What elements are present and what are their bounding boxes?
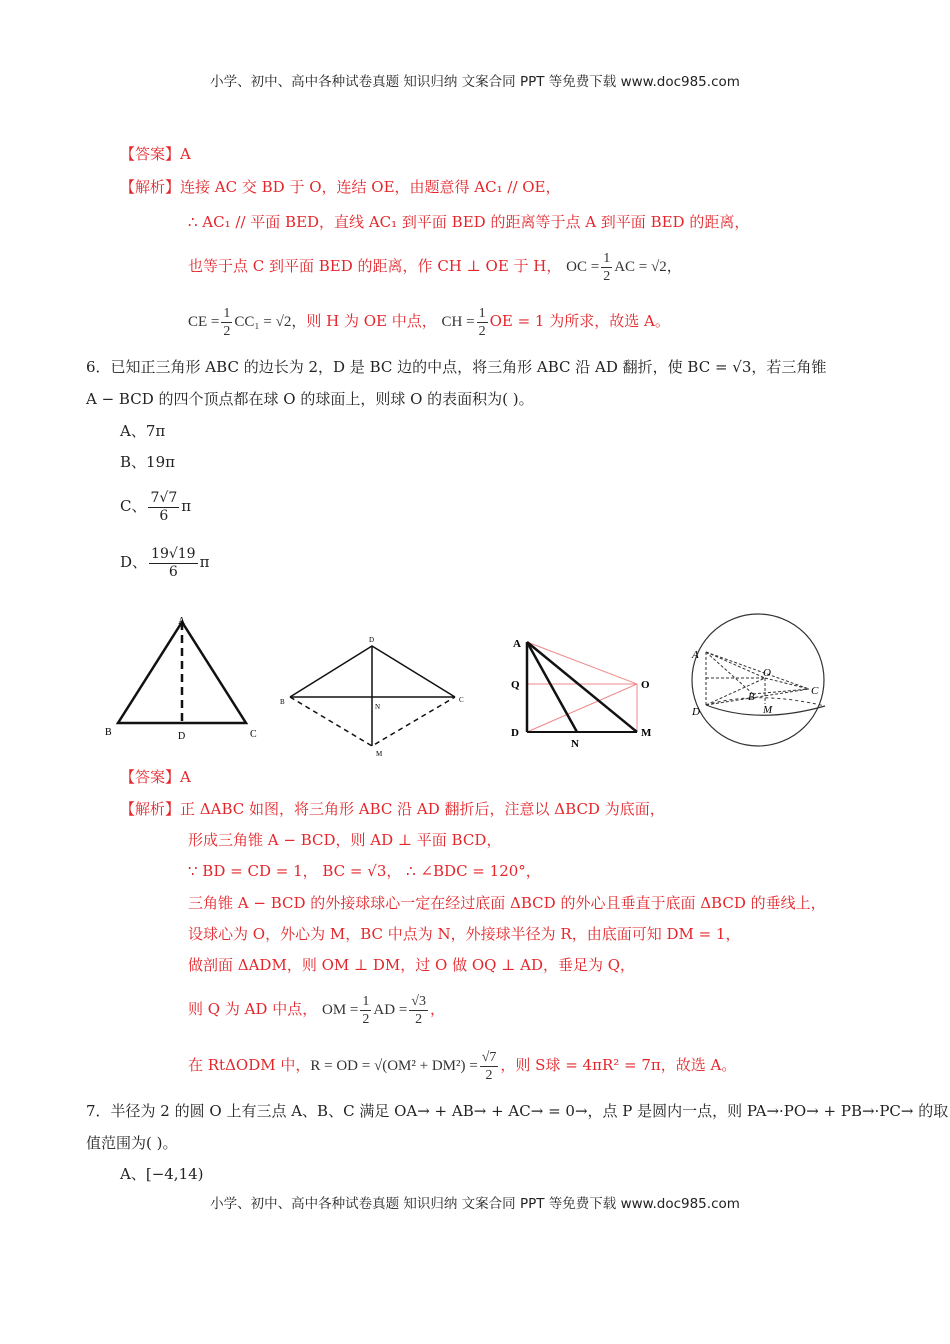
q5-analysis-line3 bbox=[188, 248, 682, 285]
label-a: A bbox=[513, 638, 521, 650]
q6-analysis-line7 bbox=[188, 990, 445, 1029]
denominator: 2 bbox=[223, 323, 231, 339]
q6-analysis-line4: 三角锥 A − BCD 的外接球球心一定在经过底面 ΔBCD 的外心且垂直于底面 ΔBCD 的垂线上， bbox=[188, 894, 826, 912]
label-c: C bbox=[250, 729, 257, 740]
q6-analysis-line6: 做剖面 ΔADM，则 OM ⊥ DM，过 O 做 OQ ⊥ AD，垂足为 Q， bbox=[188, 956, 636, 974]
math: CE = bbox=[188, 314, 220, 330]
text: 连接 AC 交 BD 于 O，连结 OE，由题意得 AC₁ // OE， bbox=[180, 178, 561, 196]
math: R = OD = √(OM² + DM²) = bbox=[310, 1058, 478, 1074]
fraction bbox=[221, 305, 232, 340]
label-d: D bbox=[692, 706, 700, 718]
option-label: A、 bbox=[120, 1165, 146, 1183]
q6-analysis-line2: 形成三角锥 A − BCD，则 AD ⊥ 平面 BCD， bbox=[188, 831, 502, 849]
answer-tag: 【答案】 bbox=[120, 145, 181, 163]
q6-stem-line2: A − BCD 的四个顶点都在球 O 的球面上，则球 O 的表面积为( )。 bbox=[86, 390, 534, 408]
denominator: 2 bbox=[478, 323, 486, 339]
label-m: M bbox=[376, 750, 383, 758]
analysis-tag: 【解析】 bbox=[120, 178, 181, 196]
figure-section-adm bbox=[505, 630, 665, 750]
q6-option-a bbox=[120, 421, 165, 441]
pi: π bbox=[181, 497, 192, 515]
option-label: B、 bbox=[120, 453, 147, 471]
text: 则 Q 为 AD 中点， bbox=[188, 1000, 318, 1018]
numerator: 1 bbox=[223, 305, 231, 321]
option-label: C、 bbox=[120, 497, 147, 515]
figure-equilateral-triangle bbox=[100, 610, 270, 745]
math: AC = √2， bbox=[614, 259, 682, 275]
math: AD = bbox=[373, 1002, 408, 1018]
answer-value: A bbox=[180, 145, 191, 163]
text: ， bbox=[429, 1000, 445, 1018]
label-d: D bbox=[178, 731, 186, 742]
label-c: C bbox=[459, 696, 464, 704]
q6-option-b bbox=[120, 452, 175, 472]
option-label: D、 bbox=[120, 553, 148, 571]
math: OC = bbox=[566, 259, 600, 275]
q5-analysis-line1 bbox=[120, 177, 561, 197]
answer-value: A bbox=[180, 768, 191, 786]
math: CC₁ = √2， bbox=[234, 314, 307, 330]
page-footer: 小学、初中、高中各种试卷真题 知识归纳 文案合同 PPT 等免费下载 www.doc985.com bbox=[210, 1196, 740, 1212]
q6-option-d bbox=[120, 542, 209, 582]
text: 在 RtΔODM 中， bbox=[188, 1056, 311, 1074]
page-header: 小学、初中、高中各种试卷真题 知识归纳 文案合同 PPT 等免费下载 www.doc985.com bbox=[210, 74, 740, 90]
q6-answer bbox=[120, 767, 191, 787]
denominator: 2 bbox=[415, 1011, 423, 1027]
numerator: 1 bbox=[603, 250, 611, 266]
fraction bbox=[360, 993, 371, 1028]
math: CH = bbox=[441, 314, 475, 330]
q6-option-c bbox=[120, 486, 191, 526]
text: ，则 S球 = 4πR² = 7π，故选 A。 bbox=[500, 1056, 737, 1074]
denominator: 6 bbox=[168, 563, 178, 580]
option-value: [−4,14) bbox=[145, 1165, 204, 1183]
text: OE = 1 为所求，故选 A。 bbox=[489, 312, 670, 330]
q5-analysis-line4 bbox=[188, 303, 670, 340]
q7-option-a bbox=[120, 1164, 204, 1184]
denominator: 2 bbox=[485, 1067, 493, 1083]
numerator: 1 bbox=[478, 305, 486, 321]
label-q: Q bbox=[511, 679, 520, 691]
label-n: N bbox=[375, 703, 381, 711]
fraction bbox=[149, 546, 198, 581]
label-b: B bbox=[280, 698, 285, 706]
option-value: 7π bbox=[145, 422, 166, 440]
label-a: A bbox=[692, 649, 699, 661]
math: OM = bbox=[322, 1002, 359, 1018]
figure-circumscribed-sphere bbox=[685, 610, 835, 750]
denominator: 2 bbox=[603, 268, 611, 284]
numerator: 7√7 bbox=[150, 489, 178, 506]
label-a: A bbox=[178, 616, 186, 627]
text: 正 ΔABC 如图，将三角形 ABC 沿 AD 翻折后，注意以 ΔBCD 为底面， bbox=[180, 800, 665, 818]
fraction bbox=[148, 490, 179, 525]
q5-answer bbox=[120, 144, 191, 164]
q7-stem-line1: 7．半径为 2 的圆 O 上有三点 A、B、C 满足 OA→ + AB→ + AC→ = 0→，点 P 是圆内一点，则 PA→·PO→ + PB→·PC→ 的取 bbox=[86, 1102, 949, 1120]
numerator: √3 bbox=[411, 993, 426, 1009]
label-n: N bbox=[571, 738, 579, 750]
numerator: 1 bbox=[362, 993, 370, 1009]
q6-analysis-line3: ∵ BD = CD = 1， BC = √3， ∴ ∠BDC = 120°， bbox=[188, 862, 541, 880]
fraction bbox=[409, 993, 428, 1028]
fraction bbox=[477, 305, 488, 340]
numerator: √7 bbox=[481, 1049, 497, 1065]
option-label: A、 bbox=[120, 422, 146, 440]
label-d: D bbox=[511, 727, 519, 739]
numerator: 19√19 bbox=[151, 545, 196, 562]
text: 也等于点 C 到平面 BED 的距离，作 CH ⊥ OE 于 H， bbox=[188, 257, 562, 275]
label-m: M bbox=[763, 704, 773, 716]
q6-analysis-line8 bbox=[188, 1046, 736, 1085]
answer-tag: 【答案】 bbox=[120, 768, 181, 786]
label-c: C bbox=[811, 685, 819, 697]
figure-base-bcd bbox=[275, 632, 475, 760]
q6-analysis-line5: 设球心为 O，外心为 M，BC 中点为 N，外接球半径为 R，由底面可知 DM = 1， bbox=[188, 925, 741, 943]
label-m: M bbox=[641, 727, 652, 739]
text: 则 H 为 OE 中点， bbox=[306, 312, 437, 330]
label-o: O bbox=[641, 679, 650, 691]
label-o: O bbox=[763, 667, 771, 679]
q6-analysis-line1 bbox=[120, 799, 665, 819]
q5-analysis-line2: ∴ AC₁ // 平面 BED，直线 AC₁ 到平面 BED 的距离等于点 A 到平面 BED 的距离， bbox=[188, 213, 750, 231]
label-b: B bbox=[105, 727, 112, 738]
denominator: 6 bbox=[159, 507, 169, 524]
fraction bbox=[601, 250, 612, 285]
label-d: D bbox=[369, 636, 375, 644]
label-b: B bbox=[748, 691, 755, 703]
analysis-tag: 【解析】 bbox=[120, 800, 181, 818]
q6-stem-line1: 6．已知正三角形 ABC 的边长为 2，D 是 BC 边的中点，将三角形 ABC 沿 AD 翻折，使 BC = √3，若三角锥 bbox=[86, 358, 827, 376]
option-value: 19π bbox=[146, 453, 175, 471]
pi: π bbox=[199, 553, 210, 571]
q7-stem-line2: 值范围为( )。 bbox=[86, 1134, 178, 1152]
denominator: 2 bbox=[362, 1011, 370, 1027]
fraction bbox=[480, 1049, 499, 1084]
